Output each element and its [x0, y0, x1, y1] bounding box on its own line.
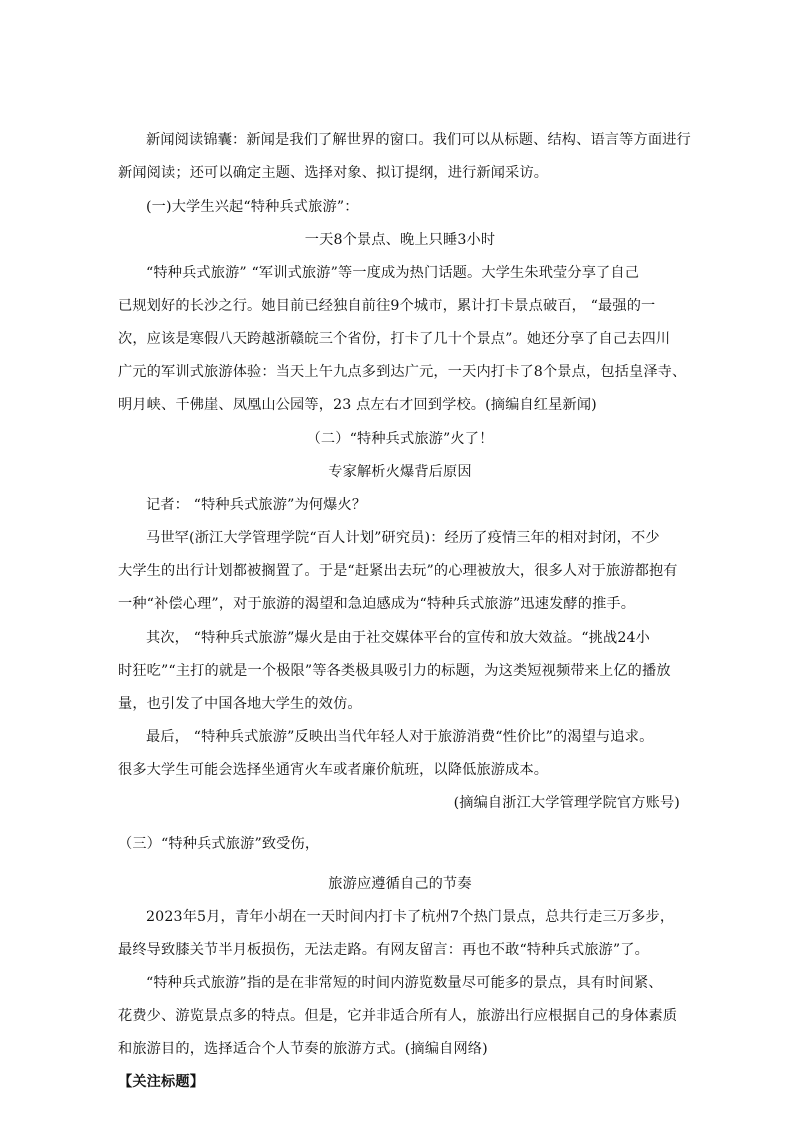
- reporter-question: 记者： “特种兵式旅游”为何爆火？: [146, 497, 367, 513]
- section3-p2-line: 和旅游目的，选择适合个人节奏的旅游方式。(摘编自网络): [118, 1041, 488, 1057]
- footer-label: 【关注标题】: [118, 1074, 205, 1090]
- section3-heading: （三）“特种兵式旅游”致受伤，: [118, 836, 320, 852]
- section1-line: “特种兵式旅游” “军训式旅游”等一度成为热门话题。大学生朱玳莹分享了自己: [146, 265, 640, 281]
- section2-p2-line: 量，也引发了中国各地大学生的效仿。: [118, 696, 362, 712]
- section3-p1-line: 最终导致膝关节半月板损伤，无法走路。有网友留言：再也不敢“特种兵式旅游”了。: [118, 942, 649, 958]
- section3-p1-line: 2023年5月，青年小胡在一天时间内打卡了杭州7个热门景点，总共行走三万多步，: [146, 909, 675, 925]
- section1-heading: (一)大学生兴起“特种兵式旅游”：: [146, 199, 359, 215]
- section2-subtitle: 专家解析火爆背后原因: [328, 464, 472, 480]
- intro-line: 新闻阅读；还可以确定主题、选择对象、拟订提纲，进行新闻采访。: [118, 165, 549, 181]
- section1-line: 次，应该是寒假八天跨越浙赣皖三个省份，打卡了几十个景点”。她还分享了自己去四川: [118, 331, 671, 347]
- section1-line: 明月峡、千佛崖、凤凰山公园等，23 点左右才回到学校。(摘编自红星新闻): [118, 397, 597, 413]
- section2-p1-line: 马世罕(浙江大学管理学院“百人计划”研究员)：经历了疫情三年的相对封闭，不少: [146, 530, 660, 546]
- section3-p2-line: “特种兵式旅游”指的是在非常短的时间内游览数量尽可能多的景点，具有时间紧、: [146, 975, 663, 991]
- section2-source: (摘编自浙江大学管理学院官方账号): [453, 795, 680, 811]
- section2-p3-line: 很多大学生可能会选择坐通宵火车或者廉价航班，以降低旅游成本。: [118, 762, 549, 778]
- section1-line: 已规划好的长沙之行。她目前已经独自前往9个城市，累计打卡景点破百， “最强的一: [118, 298, 656, 314]
- section3-p2-line: 花费少、游览景点多的特点。但是，它并非适合所有人，旅游出行应根据自己的身体素质: [118, 1008, 678, 1024]
- section2-heading: （二）“特种兵式旅游”火了！: [306, 431, 494, 447]
- section2-p2-line: 其次， “特种兵式旅游”爆火是由于社交媒体平台的宣传和放大效益。“挑战24小: [146, 630, 651, 646]
- section2-p1-line: 大学生的出行计划都被搁置了。于是“赶紧出去玩”的心理被放大，很多人对于旅游都抱有: [118, 563, 678, 579]
- section1-title: 一天8个景点、晚上只睡3小时: [304, 232, 496, 248]
- section2-p3-line: 最后， “特种兵式旅游”反映出当代年轻人对于旅游消费“性价比”的渴望与追求。: [146, 729, 654, 745]
- section1-line: 广元的军训式旅游体验：当天上午九点多到达广元，一天内打卡了8个景点，包括皇泽寺、: [118, 364, 687, 380]
- section2-p2-line: 时狂吃”“主打的就是一个极限”等各类极具吸引力的标题，为这类短视频带来上亿的播放: [118, 663, 671, 679]
- section3-title: 旅游应遵循自己的节奏: [328, 876, 472, 892]
- intro-line: 新闻阅读锦囊：新闻是我们了解世界的窗口。我们可以从标题、结构、语言等方面进行: [146, 132, 691, 148]
- section2-p1-line: 一种“补偿心理”，对于旅游的渴望和急迫感成为“特种兵式旅游”迅速发酵的推手。: [118, 596, 636, 612]
